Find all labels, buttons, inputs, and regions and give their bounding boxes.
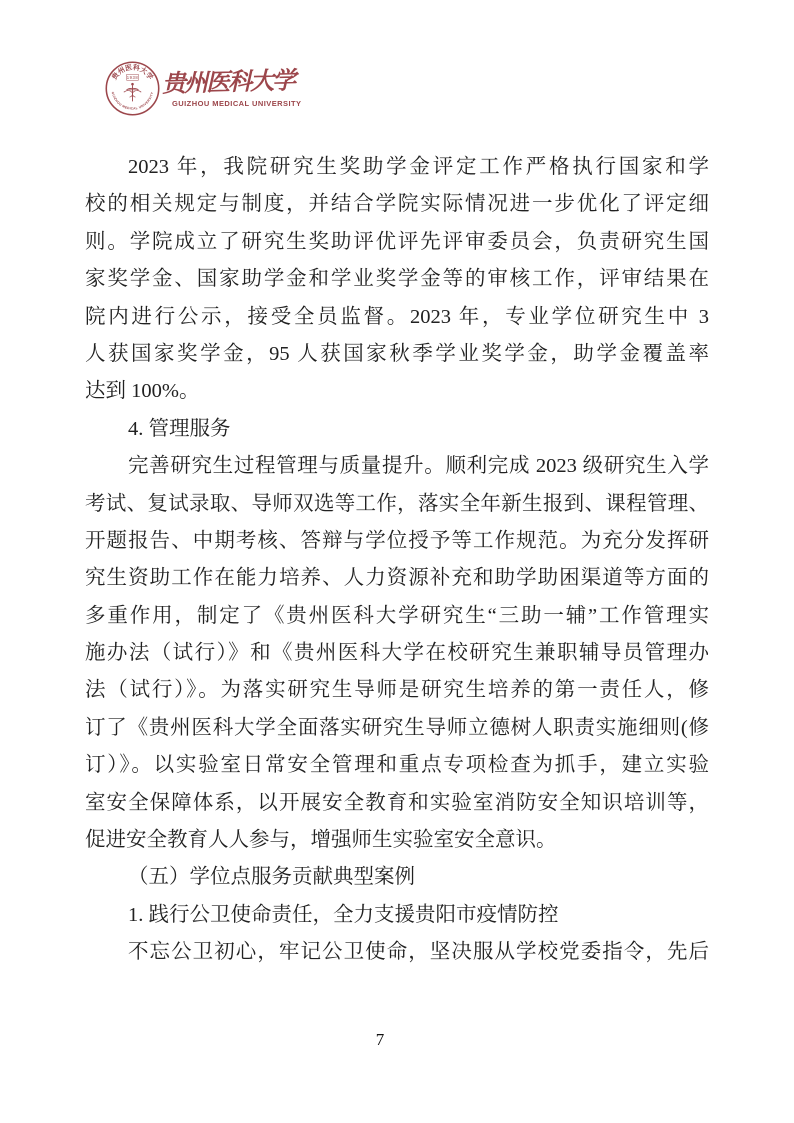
text-line: 家奖学金、国家助学金和学业奖学金等的审核工作，评审结果在 [85,268,709,291]
seal-arc-bottom-text: GUIZHOU MEDICAL UNIVERSITY [110,91,155,111]
text-line: 达到 100%。 [85,380,200,403]
text-line: 室安全保障体系，以开展安全教育和实验室消防安全知识培训等， [85,791,709,814]
text-line: 施办法（试行）》和《贵州医科大学在校研究生兼职辅导员管理办 [85,642,709,665]
university-logo [105,60,425,130]
page-number: 7 [375,1030,385,1049]
text-line: 完善研究生过程管理与质量提升。顺利完成 2023 级研究生入学 [128,455,709,478]
text-line: 究生资助工作在能力培养、人力资源补充和助学助困渠道等方面的 [85,567,709,590]
text-line: 多重作用，制定了《贵州医科大学研究生“三助一辅”工作管理实 [85,604,709,627]
text-line: 订了《贵州医科大学全面落实研究生导师立德树人职责实施细则(修 [85,716,709,739]
text-line: 不忘公卫初心，牢记公卫使命，坚决服从学校党委指令，先后 [128,941,709,964]
text-line: 4. 管理服务 [128,417,231,440]
university-name-zh: 贵州医科大学 [161,65,295,98]
text-line: 则。学院成立了研究生奖助评优评先评审委员会，负责研究生国 [85,230,709,253]
text-line: 考试、复试录取、导师双选等工作，落实全年新生报到、课程管理、 [85,492,709,515]
text-line: 促进安全教育人人参与，增强师生实验室安全意识。 [85,829,557,852]
document-body [85,149,709,972]
text-line: 院内进行公示，接受全员监督。2023 年，专业学位研究生中 3 [85,305,709,328]
text-line: 2023 年，我院研究生奖助学金评定工作严格执行国家和学 [128,156,709,178]
text-line: 校的相关规定与制度，并结合学院实际情况进一步优化了评定细 [85,193,709,216]
text-line: 1. 践行公卫使命责任，全力支援贵阳市疫情防控 [128,903,559,926]
university-name-en: GUIZHOU MEDICAL UNIVERSITY [172,99,302,108]
text-line: （五）学位点服务贡献典型案例 [128,866,415,889]
text-line: 开题报告、中期考核、答辩与学位授予等工作规范。为充分发挥研 [85,529,709,552]
university-seal-icon [105,61,160,116]
text-line: 法（试行）》。为落实研究生导师是研究生培养的第一责任人，修 [85,679,709,702]
seal-year-text: 1938 [126,75,139,81]
caduceus-icon [124,83,141,102]
text-line: 人获国家奖学金，95 人获国家秋季学业奖学金，助学金覆盖率 [85,342,709,365]
text-line: 订）》。以实验室日常安全管理和重点专项检查为抓手，建立实验 [85,754,709,777]
seal-arc-top-text: 贵州医科大学 [110,63,155,82]
